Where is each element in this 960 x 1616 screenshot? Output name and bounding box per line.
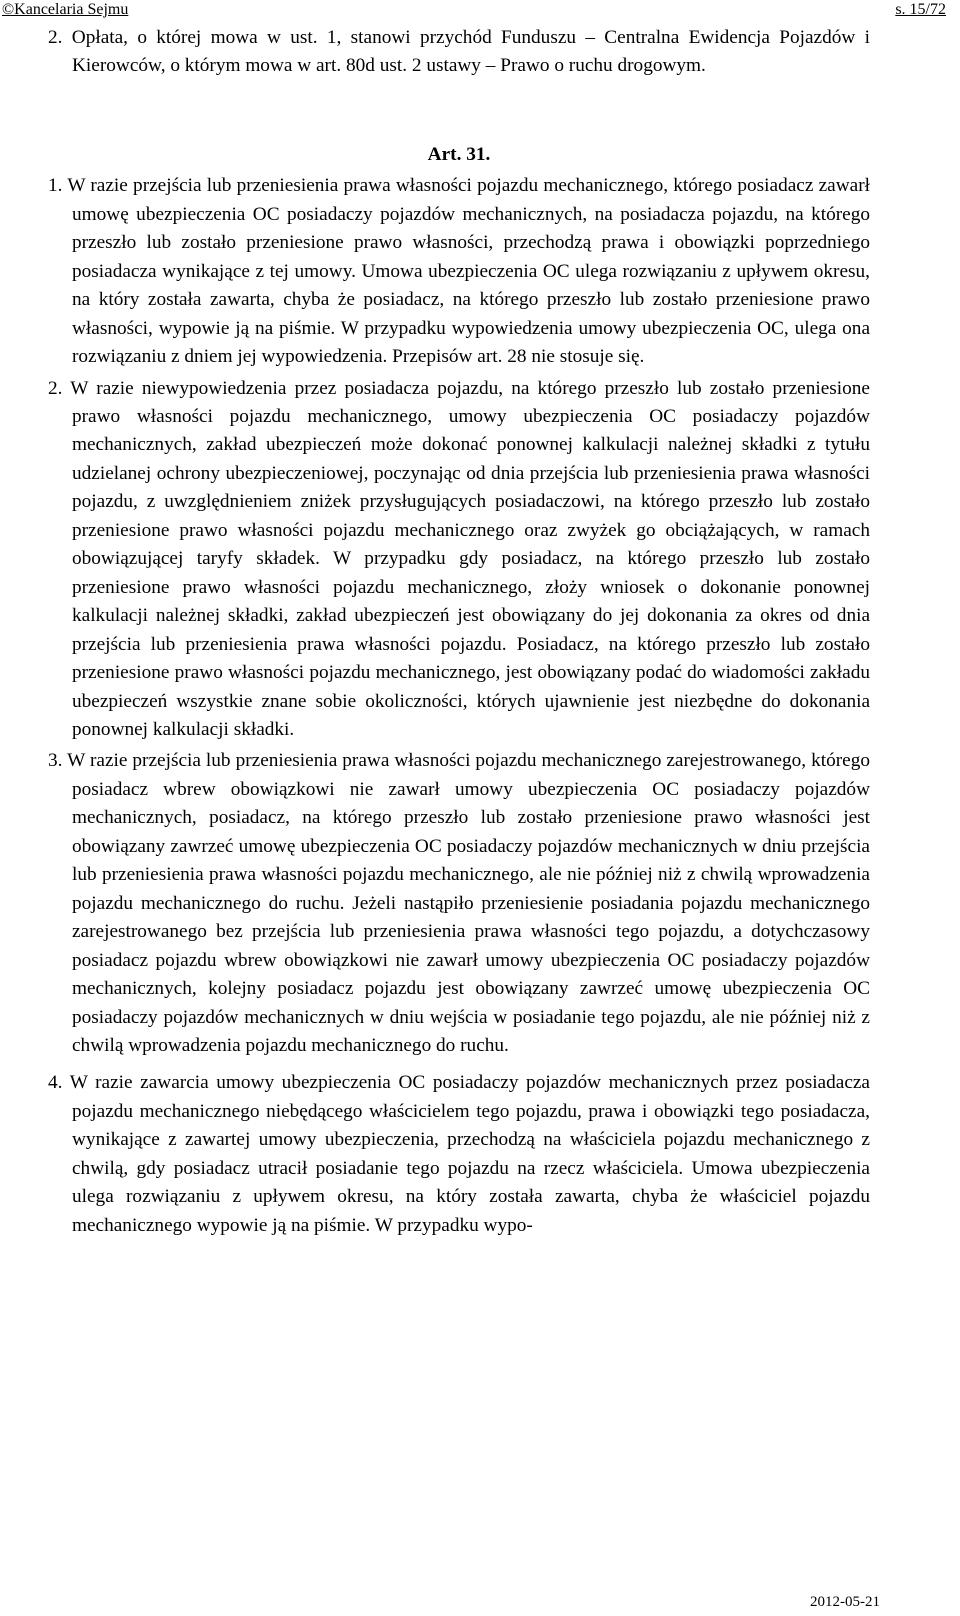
page-header	[0, 0, 960, 22]
document-body	[48, 24, 870, 1240]
paragraph-ust-4: 4. W razie zawarcia umowy ubezpieczenia OC posiadaczy pojazdów mechanicznych przez posiadacza pojazdu mechanicznego niebędącego właścicielem tego pojazdu, prawa i obowiązki tego posiadacza, wynikające z zawartej umowy ubezpieczenia, przechodzą na właściciela pojazdu mechanicznego z chwilą, gdy posiadacz utracił posiadanie tego pojazdu na rzecz właściciela. Umowa ubezpieczenia ulega rozwiązaniu z upływem okresu, na który została zawarta, chyba że właściciel pojazdu mechanicznego wypowie ją na piśmie. W przypadku wypo-	[48, 1072, 870, 1236]
footer-date: 2012-05-21	[810, 1594, 880, 1610]
paragraph-ust-2-previous-article: 2. Opłata, o której mowa w ust. 1, stanowi przychód Funduszu – Centralna Ewidencja Pojazdów i Kierowców, o którym mowa w art. 80d ust. 2 ustawy – Prawo o ruchu drogowym.	[48, 27, 870, 77]
paragraph-ust-2: 2. W razie niewypowiedzenia przez posiadacza pojazdu, na którego przeszło lub zostało przeniesione prawo własności pojazdu mechanicznego, umowy ubezpieczenia OC posiadaczy pojazdów mechanicznych, zakład ubezpieczeń może dokonać ponownej kalkulacji należnej składki z tytułu udzielanej ochrony ubezpieczeniowej, poczynając od dnia przejścia lub przeniesienia prawa własności pojazdu, z uwzględnieniem zniżek przysługujących posiadaczowi, na którego przeszło lub zostało przeniesione prawo własności pojazdu mechanicznego oraz zwyżek go obciążających, w ramach obowiązującej taryfy składek. W przypadku gdy posiadacz, na którego przeszło lub zostało przeniesione prawo własności pojazdu mechanicznego, złoży wniosek o dokonanie ponownej kalkulacji należnej składki, zakład ubezpieczeń jest obowiązany do jej dokonania za okres od dnia przejścia lub przeniesienia prawa własności pojazdu. Posiadacz, na którego przeszło lub zostało przeniesione prawo własności pojazdu mechanicznego, jest obowiązany podać do wiadomości zakładu ubezpieczeń wszystkie znane sobie okoliczności, których ujawnienie jest niezbędne do dokonania ponownej kalkulacji składki.	[48, 377, 870, 740]
paragraph-ust-1: 1. W razie przejścia lub przeniesienia prawa własności pojazdu mechanicznego, którego posiadacz zawarł umowę ubezpieczenia OC posiadaczy pojazdów mechanicznych, na posiadacza pojazdu, na którego przeszło lub zostało przeniesione prawo własności, przechodzą prawa i obowiązki poprzedniego posiadacza wynikające z tej umowy. Umowa ubezpieczenia OC ulega rozwiązaniu z upływem okresu, na który została zawarta, chyba że posiadacz, na którego przeszło lub zostało przeniesione prawo własności, wypowie ją na piśmie. W przypadku wypowiedzenia umowy ubezpieczenia OC, ulega ona rozwiązaniu z dniem jej wypowiedzenia. Przepisów art. 28 nie stosuje się.	[48, 175, 870, 368]
article-title: Art. 31.	[427, 143, 491, 165]
publisher-label: ©Kancelaria Sejmu	[2, 1, 129, 18]
paragraph-ust-3: 3. W razie przejścia lub przeniesienia prawa własności pojazdu mechanicznego zarejestrowanego, którego posiadacz wbrew obowiązkowi nie zawarł umowy ubezpieczenia OC posiadaczy pojazdów mechanicznych, posiadacz, na którego przeszło lub zostało przeniesione prawo własności jest obowiązany zawrzeć umowę ubezpieczenia OC posiadaczy pojazdów mechanicznych w dniu przejścia lub przeniesienia prawa własności pojazdu mechanicznego, ale nie później niż z chwilą wprowadzenia pojazdu mechanicznego do ruchu. Jeżeli nastąpiło przeniesienie posiadania pojazdu mechanicznego zarejestrowanego bez przejścia lub przeniesienia prawa własności tego pojazdu, a dotychczasowy posiadacz pojazdu wbrew obowiązkowi nie zawarł umowy ubezpieczenia OC posiadaczy pojazdów mechanicznych, kolejny posiadacz pojazdu jest obowiązany zawrzeć umowę ubezpieczenia OC posiadaczy pojazdów mechanicznych w dniu wejścia w posiadanie tego pojazdu, ale nie później niż z chwilą wprowadzenia pojazdu mechanicznego do ruchu.	[48, 750, 870, 1056]
page-number: s. 15/72	[895, 1, 946, 18]
